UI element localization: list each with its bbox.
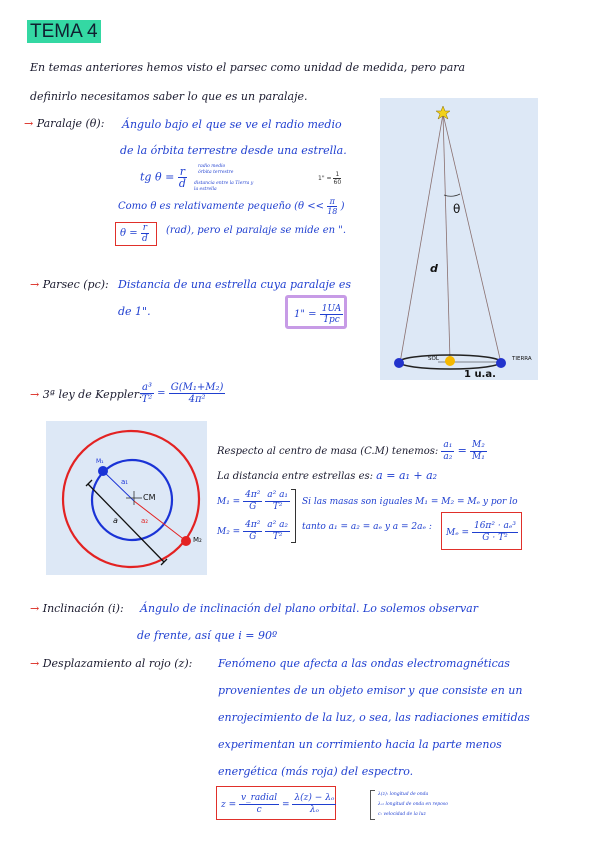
redshift-notes [378, 790, 448, 820]
small-num: π [327, 197, 337, 207]
arrow-icon: → [24, 117, 34, 130]
note-r [198, 164, 233, 176]
equal-mass-num: 16π² · aₑ³ [473, 521, 517, 531]
star-m1-icon [98, 466, 108, 476]
theta-box-label: θ = [120, 228, 138, 239]
cond-line-2: tanto a₁ = a₂ = aₑ y a = 2aₑ : [302, 522, 432, 532]
theta-box-fraction [141, 223, 149, 244]
parsec-def-2: de 1". [118, 305, 151, 318]
page-title: TEMA 4 [27, 20, 101, 43]
cm-line-2-text: La distancia entre estrellas es: [217, 471, 373, 482]
m1-lhs: M₁ = [217, 497, 241, 507]
kepler-lhs [140, 382, 154, 405]
cm-r1-den: a₂ [443, 452, 453, 462]
tg-den: d [178, 177, 186, 190]
side-num: 1 [335, 171, 340, 178]
side-label: 1" = [318, 175, 332, 182]
redshift-note-1: λ(z): longitud de onda [378, 792, 429, 797]
diagram-tierra: TIERRA [512, 356, 532, 362]
kepler-heading [30, 388, 143, 401]
cm-line-1 [217, 440, 487, 463]
paralaje-def-1: Ángulo bajo el que se ve el radio medio [122, 118, 342, 131]
kepler-heading-text: 3ª ley de Keppler: [42, 388, 143, 401]
parsec-box-fraction [320, 304, 344, 325]
equal-mass-lhs: Mₑ = [446, 528, 470, 538]
orbit-a2: a₂ [141, 517, 149, 525]
redshift-heading [30, 657, 192, 670]
redshift-f2-den: λₒ [309, 805, 319, 815]
redshift-eq: = [282, 800, 290, 810]
m2-formula [217, 520, 290, 543]
redshift-lhs: z = [221, 800, 237, 810]
diagram-sol: SOL [428, 356, 439, 362]
cm-ratio-1 [441, 440, 454, 463]
m1-num2: a² a₁ [267, 490, 289, 500]
parsec-box [285, 295, 347, 329]
kepler-lhs-den: T² [141, 394, 153, 405]
redshift-def-1: Fenómeno que afecta a las ondas electromagnéticas [218, 657, 510, 670]
intro-line-1: En temas anteriores hemos visto el parsec como unidad de medida, pero para [30, 61, 466, 74]
theta-box-den: d [142, 234, 148, 244]
m2-frac-2 [265, 520, 290, 543]
redshift-frac-2 [292, 793, 336, 816]
small-line-text: Como θ es relativamente pequeño (θ << [118, 201, 325, 212]
tg-num: r [179, 165, 186, 178]
kepler-rhs-den: 4π² [188, 394, 206, 405]
arrow-icon: → [30, 657, 40, 670]
earth-left-icon [394, 358, 404, 368]
m2-den2: T² [272, 532, 283, 542]
parsec-box-num: 1UA [321, 304, 342, 314]
equal-mass-den: G · T² [482, 533, 508, 543]
tg-fraction [178, 166, 187, 189]
side-fraction [333, 171, 341, 186]
kepler-lhs-num: a³ [142, 382, 152, 393]
diagram-ua: 1 u.a. [464, 369, 496, 380]
orbit-cm: CM [143, 493, 156, 502]
diagram-d: d [430, 262, 438, 275]
diagram-theta: θ [453, 202, 461, 216]
earth-right-icon [496, 358, 506, 368]
note-d-line-2: la estrella [194, 187, 217, 192]
m1-num: 4π² [245, 490, 261, 500]
parsec-def-1: Distancia de una estrella cuya paralaje es [118, 278, 352, 291]
m2-num: 4π² [245, 520, 261, 530]
note-brace [370, 790, 375, 820]
inclinacion-def-2: de frente, así que i = 90º [137, 629, 278, 642]
cond-line-1: Si las masas son iguales M₁ = M₂ = Mₑ y por lo [302, 497, 518, 507]
cm-line-2-eq: a = a₁ + a₂ [376, 469, 438, 482]
theta-box [115, 222, 157, 246]
kepler-eq: = [157, 388, 166, 399]
orbit-a: a [113, 516, 118, 525]
parsec-box-den: 1pc [323, 315, 340, 325]
cm-ratio-2 [470, 440, 487, 463]
small-angle-line [118, 197, 344, 216]
m1-frac-1 [243, 490, 262, 513]
parallax-svg [380, 98, 538, 380]
redshift-frac-1 [239, 793, 279, 816]
orbit-a1: a₁ [121, 478, 129, 486]
kepler-formula [140, 382, 225, 405]
redshift-def-4: experimentan un corrimiento hacia la parte menos [218, 738, 502, 751]
m2-den: G [249, 532, 257, 542]
cm-r2-den: M₁ [472, 452, 485, 462]
redshift-f1-den: c [256, 805, 262, 815]
redshift-def-5: energética (más roja) del espectro. [218, 765, 414, 778]
parsec-box-lhs: 1" = [294, 309, 317, 320]
orbits-svg [46, 421, 207, 575]
cm-r1-num: a₁ [443, 440, 453, 450]
paralaje-heading [24, 117, 104, 130]
m1-den: G [249, 502, 257, 512]
redshift-formula-box [216, 786, 336, 820]
parallax-diagram [380, 98, 538, 380]
m2-num2: a² a₂ [267, 520, 289, 530]
redshift-f2-num: λ(z) − λₒ [294, 793, 335, 803]
star-m2-icon [181, 536, 191, 546]
redshift-note-3: c: velocidad de la luz [378, 812, 426, 817]
sun-icon [445, 356, 455, 366]
small-den: 18 [327, 207, 338, 216]
paralaje-heading-text: Paralaje (θ): [36, 117, 105, 130]
m2-frac-1 [243, 520, 262, 543]
redshift-heading-text: Desplazamiento al rojo (z): [42, 657, 193, 670]
note-r-line-2: órbita terrestre [198, 170, 234, 175]
cm-r2-num: M₂ [472, 440, 485, 450]
theta-box-num: r [142, 223, 148, 233]
small-close: ) [340, 201, 345, 212]
redshift-note-2: λₒ: longitud de onda en reposo [378, 802, 448, 807]
m1-frac-2 [265, 490, 290, 513]
tg-formula [140, 166, 187, 189]
tg-label: tg θ = [140, 170, 175, 184]
cm-r-eq: = [457, 444, 467, 457]
redshift-def-3: enrojecimiento de la luz, o sea, las radiaciones emitidas [218, 711, 530, 724]
cm-line-2 [217, 469, 437, 482]
side-den: 60 [333, 179, 342, 186]
kepler-rhs [169, 382, 226, 405]
parsec-heading-text: Parsec (pc): [42, 278, 109, 291]
inclinacion-heading [30, 602, 124, 615]
inclinacion-def-1: Ángulo de inclinación del plano orbital. Lo solemos observar [140, 602, 479, 615]
note-r-line-1: radio medio [198, 164, 226, 169]
m2-lhs: M₂ = [217, 527, 241, 537]
side-formula [318, 171, 341, 186]
redshift-f1-num: v_radial [241, 793, 278, 803]
equal-mass-box [441, 512, 522, 550]
orbit-m2: M₂ [193, 536, 202, 544]
arrow-icon: → [30, 602, 40, 615]
note-d-line-1: distancia entre la Tierra y [194, 181, 254, 186]
paralaje-def-2: de la órbita terrestre desde una estrella. [120, 144, 347, 157]
small-fraction [327, 197, 337, 216]
intro-line-2: definirlo necesitamos saber lo que es un paralaje. [30, 90, 308, 103]
redshift-def-2: provenientes de un objeto emisor y que consiste en un [218, 684, 523, 697]
parsec-heading [30, 278, 109, 291]
arrow-icon: → [30, 278, 40, 291]
orbit-m1: M₁ [96, 458, 104, 465]
cm-line-1-text: Respecto al centro de masa (C.M) tenemos: [217, 446, 439, 457]
kepler-rhs-num: G(M₁+M₂) [170, 382, 224, 393]
m1-formula [217, 490, 290, 513]
rad-line: (rad), pero el paralaje se mide en ". [166, 225, 347, 236]
brace [291, 489, 296, 543]
orbits-diagram [46, 421, 207, 575]
equal-mass-fraction [472, 521, 518, 544]
m1-den2: T² [272, 502, 283, 512]
note-d [194, 181, 253, 193]
inclinacion-heading-text: Inclinación (i): [42, 602, 124, 615]
arrow-icon: → [30, 388, 40, 401]
